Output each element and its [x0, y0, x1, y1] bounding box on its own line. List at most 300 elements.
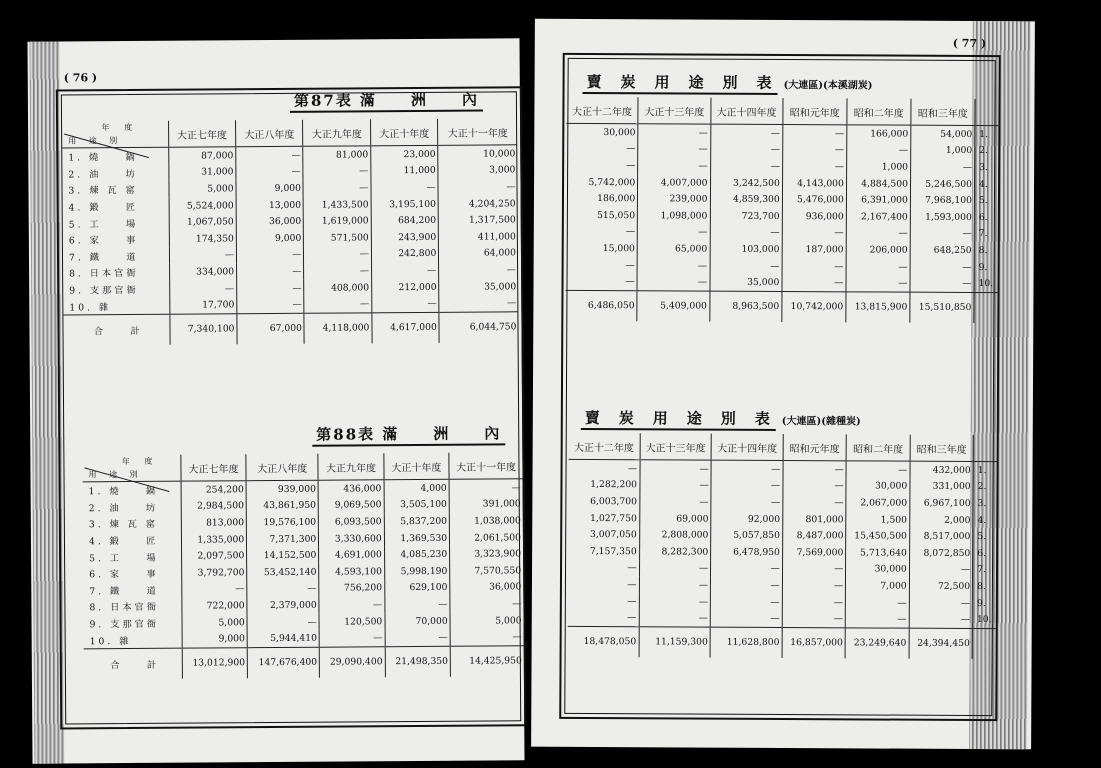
cell-value: 7,157,350	[589, 545, 637, 558]
cell-value: 72,500	[909, 578, 973, 595]
cell-value: 242,800	[371, 245, 439, 262]
cell-value: 54,000	[911, 125, 975, 142]
cell-value: 1,433,500	[304, 196, 372, 213]
cell-value: —	[303, 163, 371, 180]
cell-value: 3,323,900	[450, 546, 523, 563]
cell-value: 120,500	[319, 613, 385, 630]
corner-use-label: 用 途 別	[68, 136, 123, 146]
row-index: 3.	[973, 495, 996, 512]
row-label: 8. 日本官衙	[89, 602, 159, 614]
cell-value: 515,050	[597, 209, 636, 221]
table-87-title: 第87表 滿 洲 內	[290, 89, 483, 111]
cell-value: 7,968,100	[910, 192, 974, 209]
cell-value: —	[910, 258, 974, 275]
cell-value: —	[627, 462, 638, 475]
cell-value: —	[846, 275, 910, 292]
total-value: 10,742,000	[782, 291, 846, 322]
column-header: 大正十四年度	[710, 98, 782, 125]
cell-value: 87,000	[168, 147, 236, 165]
cell-value: 722,000	[182, 597, 248, 614]
header-corner	[62, 121, 168, 148]
cell-value: —	[782, 225, 846, 242]
cell-value: 1,282,200	[590, 479, 638, 491]
cell-value: —	[304, 296, 372, 314]
header-corner	[82, 455, 180, 482]
total-index-cell	[974, 292, 998, 323]
column-header: 大正七年度	[168, 120, 236, 147]
corner-year-label: 年 度	[121, 456, 159, 467]
cell-value: 243,900	[371, 229, 439, 246]
cell-value: 4,884,500	[846, 175, 910, 192]
cell-value: —	[303, 180, 371, 197]
cell-value: —	[385, 629, 451, 647]
cell-value: 2,097,500	[181, 548, 247, 565]
total-row	[568, 626, 996, 659]
cell-value: 723,700	[710, 208, 782, 225]
row-label: 1. 燒 鍋	[88, 486, 159, 498]
cell-value: —	[625, 226, 636, 238]
row-label: 10. 雜	[89, 635, 132, 647]
cell-value: —	[639, 610, 711, 627]
cell-value: 5,246,500	[910, 175, 974, 192]
cell-value: —	[711, 477, 783, 494]
cell-value: 23,000	[371, 145, 439, 163]
total-value: 6,044,750	[439, 312, 518, 343]
cell-value: —	[638, 124, 710, 141]
cell-value: —	[626, 160, 636, 172]
cell-value: 81,000	[303, 146, 371, 164]
row-index: 5.	[974, 192, 998, 209]
cell-value: 4,593,100	[319, 563, 385, 580]
total-row	[84, 646, 524, 680]
cell-value: —	[625, 259, 635, 271]
cell-value: 103,000	[710, 241, 782, 258]
cell-value: —	[710, 224, 782, 241]
table-88-title: 第88表 滿 洲 內	[312, 422, 505, 444]
total-row	[63, 312, 518, 346]
cell-value: —	[627, 562, 637, 574]
left-page	[27, 38, 524, 763]
cell-value: 206,000	[846, 241, 910, 258]
cell-value: 9,000	[236, 230, 304, 247]
cell-value: 4,859,300	[710, 191, 782, 208]
cell-value: 9,069,500	[318, 497, 384, 514]
cell-value: 14,152,500	[247, 547, 319, 564]
cell-value: —	[247, 613, 319, 630]
cell-value: —	[846, 594, 910, 611]
cell-value: 408,000	[304, 279, 372, 296]
cell-value: —	[782, 274, 846, 291]
cell-value: —	[439, 295, 518, 313]
cell-value: 3,007,050	[589, 529, 637, 541]
cell-value: 5,742,000	[588, 176, 636, 188]
cell-value: 30,000	[846, 478, 910, 495]
cell-value: 8,072,850	[909, 545, 973, 562]
cell-value: 9,000	[236, 180, 304, 197]
cell-value: —	[783, 478, 847, 495]
cell-value: 1,038,000	[449, 512, 522, 529]
index-header	[973, 435, 996, 462]
cell-value: 6,003,700	[590, 495, 637, 508]
cell-value: 801,000	[783, 511, 847, 528]
cell-value: 212,000	[372, 279, 440, 296]
cell-value: 411,000	[439, 228, 518, 245]
cell-value: —	[845, 611, 909, 628]
row-label: 2. 油 坊	[88, 502, 159, 515]
cell-value: 3,792,700	[181, 564, 247, 581]
cell-value: —	[439, 261, 518, 278]
row-label: 1. 燒 鍋	[68, 152, 138, 164]
cell-value: 35,000	[439, 278, 518, 295]
column-header: 大正七年度	[181, 454, 247, 481]
cell-value: —	[711, 460, 783, 477]
cell-value: 36,000	[450, 579, 523, 596]
cell-value: 43,861,950	[246, 497, 318, 514]
cell-value: —	[639, 593, 711, 610]
total-value: 21,498,350	[385, 646, 451, 677]
cell-value: —	[237, 296, 305, 314]
cell-value: —	[304, 262, 372, 279]
total-value: 11,159,300	[639, 627, 711, 658]
cell-value: 1,000	[846, 159, 910, 176]
column-header: 昭和二年度	[847, 98, 911, 125]
row-index: 1.	[973, 461, 996, 478]
cell-value: —	[627, 579, 637, 591]
table-87-right-title: 賣 炭 用 途 別 表 (大連區)(本溪湖炭)	[583, 71, 873, 94]
row-index: 9.	[974, 259, 998, 276]
cell-value: —	[782, 158, 846, 175]
cell-value: 186,000	[597, 193, 636, 205]
cell-value: 5,837,200	[384, 513, 450, 530]
cell-value: 2,000	[909, 511, 973, 528]
row-label: 8. 日本官衙	[69, 268, 139, 280]
cell-value: —	[710, 593, 782, 610]
column-header: 大正十二年度	[569, 433, 640, 460]
cell-value: 92,000	[711, 510, 783, 527]
cell-value: 31,000	[168, 164, 236, 181]
cell-value: —	[783, 124, 847, 141]
cell-value: 1,593,000	[910, 209, 974, 226]
row-index: 5.	[973, 528, 996, 545]
total-value: 23,249,640	[845, 628, 909, 659]
total-label: 合 計	[84, 648, 182, 679]
row-label: 2. 油 坊	[68, 168, 138, 181]
cell-value: 5,713,640	[846, 544, 910, 561]
cell-value: 334,000	[169, 263, 237, 280]
cell-value: —	[909, 611, 973, 628]
cell-value: —	[782, 594, 846, 611]
cell-value: 3,242,500	[710, 174, 782, 191]
row-label: 3. 煉 瓦 窰	[88, 519, 158, 531]
column-header: 大正八年度	[246, 454, 318, 481]
cell-value: 70,000	[385, 613, 451, 630]
column-header: 大正九年度	[318, 453, 384, 480]
column-header: 大正十年度	[384, 453, 450, 480]
cell-value: —	[846, 258, 910, 275]
row-label: 5. 工 場	[89, 552, 159, 564]
cell-value: 65,000	[637, 240, 709, 257]
cell-value: 2,167,400	[846, 208, 910, 225]
cell-value: —	[449, 479, 522, 497]
cell-value: —	[909, 561, 973, 578]
cell-value: —	[637, 224, 709, 241]
total-value: 15,510,850	[910, 292, 974, 323]
total-value: 13,012,900	[182, 648, 248, 679]
cell-value: —	[710, 124, 782, 141]
cell-value: —	[710, 158, 782, 175]
cell-value: —	[640, 460, 712, 477]
total-value: 7,340,100	[169, 314, 237, 345]
cell-value: 4,085,230	[384, 546, 450, 563]
cell-value: —	[438, 178, 517, 195]
cell-value: —	[711, 560, 783, 577]
cell-value: —	[782, 142, 846, 159]
cell-value: —	[236, 246, 304, 263]
row-label: 5. 工 場	[68, 218, 139, 231]
cell-value: —	[783, 461, 847, 478]
cell-value: —	[639, 560, 711, 577]
cell-value: 5,000	[450, 612, 523, 629]
table-88-right	[568, 433, 997, 659]
cell-value: —	[783, 494, 847, 511]
column-header: 大正九年度	[303, 119, 371, 146]
cell-value: —	[319, 630, 385, 648]
cell-value: 1,067,050	[169, 214, 237, 231]
cell-value: 5,000	[169, 180, 237, 197]
row-index: 3.	[975, 159, 999, 176]
cell-value: 4,143,000	[782, 175, 846, 192]
cell-value: 3,195,100	[371, 196, 439, 213]
cell-value: 5,944,410	[247, 630, 319, 648]
corner-year-label: 年 度	[101, 122, 139, 133]
cell-value: 936,000	[782, 208, 846, 225]
column-header: 大正十三年度	[638, 97, 710, 124]
cell-value: 939,000	[246, 480, 318, 498]
column-header: 昭和三年度	[911, 99, 975, 126]
cell-value: 4,000	[384, 479, 450, 497]
row-label: 10. 雜	[69, 301, 112, 314]
cell-value: —	[385, 596, 451, 613]
cell-value: 17,700	[169, 297, 237, 315]
cell-value: 813,000	[181, 514, 247, 531]
total-value: 147,676,400	[247, 647, 319, 678]
cell-value: 432,000	[910, 461, 974, 478]
table-88-right-title: 賣 炭 用 途 別 表 (大連區)(雜種炭)	[581, 407, 861, 429]
cell-value: —	[625, 276, 635, 288]
row-index: 7.	[973, 562, 996, 579]
cell-value: —	[846, 225, 910, 242]
cell-value: 8,487,000	[782, 527, 846, 544]
total-value: 6,486,050	[565, 290, 637, 321]
column-header: 大正十一年度	[438, 118, 517, 145]
right-page	[531, 19, 1035, 750]
cell-value: —	[782, 577, 846, 594]
row-label: 6. 家 事	[89, 569, 159, 581]
column-header: 大正十年度	[370, 119, 438, 146]
cell-value: 30,000	[846, 561, 910, 578]
cell-value: 1,369,530	[384, 530, 450, 547]
row-label: 7. 鐵 道	[89, 585, 159, 598]
cell-value: 4,204,250	[438, 195, 517, 212]
cell-value: 1,027,750	[590, 512, 637, 524]
cell-value: 174,350	[169, 230, 237, 247]
cell-value: 69,000	[639, 510, 711, 527]
cell-value: 629,100	[384, 579, 450, 596]
cell-value: 2,067,000	[846, 495, 910, 512]
cell-value: 4,007,000	[638, 174, 710, 191]
cell-value: 15,000	[602, 243, 635, 255]
row-index: 10.	[972, 611, 995, 628]
cell-value: 1,619,000	[304, 213, 372, 230]
column-header: 大正十四年度	[711, 434, 783, 461]
cell-value: 9,000	[182, 631, 248, 649]
cell-value: 5,000	[182, 614, 248, 631]
row-index: 6.	[974, 209, 998, 226]
row-label: 4. 鍛 匠	[68, 202, 139, 214]
cell-value: 6,093,500	[319, 513, 385, 530]
cell-value: —	[782, 561, 846, 578]
cell-value: 2,808,000	[639, 527, 711, 544]
row-index: 2.	[973, 479, 996, 496]
cell-value: 64,000	[439, 245, 518, 262]
cell-value: 15,450,500	[846, 528, 910, 545]
cell-value: —	[626, 143, 636, 155]
total-index-cell	[972, 628, 995, 659]
row-index: 4.	[974, 176, 998, 193]
row-label: 7. 鐵 道	[68, 251, 139, 264]
cell-value: —	[710, 610, 782, 627]
cell-value: 1,098,000	[638, 207, 710, 224]
cell-value: 6,391,000	[846, 192, 910, 209]
corner-use-label: 用 途 別	[88, 469, 143, 480]
total-value: 29,090,400	[320, 647, 386, 678]
cell-value: 5,057,850	[711, 527, 783, 544]
cell-value: 4,691,000	[319, 547, 385, 564]
total-value: 11,628,800	[710, 627, 782, 658]
cell-value: 53,452,140	[247, 564, 319, 581]
cell-value: —	[910, 225, 974, 242]
cell-value: —	[911, 159, 975, 176]
cell-value: 8,517,000	[909, 528, 973, 545]
cell-value: —	[710, 141, 782, 158]
total-value: 13,815,900	[846, 292, 910, 323]
column-header: 昭和元年度	[783, 434, 847, 461]
cell-value: —	[371, 179, 439, 196]
cell-value: 10,000	[438, 145, 517, 163]
row-index: 9.	[972, 595, 995, 612]
cell-value: 187,000	[782, 241, 846, 258]
cell-value: 5,998,190	[384, 563, 450, 580]
cell-value: 7,371,300	[247, 530, 319, 547]
row-label: 4. 鍛 匠	[88, 535, 159, 548]
total-value: 4,118,000	[304, 313, 372, 344]
cell-value: 36,000	[236, 213, 304, 230]
cell-value: —	[372, 295, 440, 313]
column-header: 昭和三年度	[910, 435, 974, 462]
total-value: 5,409,000	[637, 291, 709, 322]
cell-value: —	[236, 163, 304, 180]
cell-value: 2,379,000	[247, 597, 319, 614]
cell-value: —	[371, 262, 439, 279]
cell-value: —	[637, 257, 709, 274]
cell-value: 7,569,000	[782, 544, 846, 561]
row-index: 6.	[973, 545, 996, 562]
cell-value: 13,000	[236, 197, 304, 214]
cell-value: 1,000	[911, 142, 975, 159]
total-value: 16,857,000	[782, 627, 846, 658]
cell-value: —	[237, 263, 305, 280]
cell-value: 648,250	[910, 242, 974, 259]
row-index: 8.	[973, 578, 996, 595]
cell-value: —	[627, 595, 637, 607]
row-index: 1.	[975, 126, 999, 143]
table-row	[568, 609, 996, 628]
cell-value: 239,000	[638, 191, 710, 208]
cell-value: —	[639, 493, 711, 510]
cell-value: 331,000	[910, 478, 974, 495]
cell-value: —	[910, 275, 974, 292]
cell-value: 1,500	[846, 511, 910, 528]
total-value: 14,425,950	[450, 646, 524, 677]
cell-value: 756,200	[319, 580, 385, 597]
cell-value: —	[711, 494, 783, 511]
total-row	[565, 290, 997, 323]
cell-value: 436,000	[318, 480, 384, 498]
cell-value: —	[627, 612, 637, 624]
cell-value: —	[169, 280, 237, 297]
cell-value: —	[847, 142, 911, 159]
row-index: 2.	[975, 143, 999, 160]
cell-value: 5,476,000	[782, 191, 846, 208]
cell-value: —	[304, 246, 372, 263]
total-value: 4,617,000	[372, 312, 440, 343]
cell-value: 35,000	[709, 274, 781, 291]
cell-value: 2,984,500	[181, 498, 247, 515]
cell-value: —	[236, 146, 304, 164]
cell-value: 6,478,950	[711, 544, 783, 561]
cell-value: 30,000	[603, 126, 636, 139]
row-index: 10.	[974, 275, 998, 292]
cell-value: —	[450, 629, 523, 647]
cell-value: 571,500	[304, 229, 372, 246]
cell-value: —	[846, 461, 910, 478]
cell-value: 3,505,100	[384, 496, 450, 513]
row-label: 9. 支那官衙	[69, 285, 139, 297]
index-header	[975, 99, 999, 126]
cell-value: 5,524,000	[169, 197, 237, 214]
total-label: 合 計	[63, 314, 169, 345]
cell-value: 19,576,100	[246, 514, 318, 531]
column-header: 昭和元年度	[783, 98, 847, 125]
total-value: 67,000	[237, 313, 305, 344]
column-header: 大正十二年度	[566, 97, 638, 124]
cell-value: 1,335,000	[181, 531, 247, 548]
cell-value: 1,317,500	[439, 212, 518, 229]
cell-value: —	[639, 576, 711, 593]
cell-value: 6,967,100	[910, 495, 974, 512]
cell-value: —	[782, 610, 846, 627]
table-87	[62, 118, 519, 345]
page-number-left: ( 76 )	[63, 71, 98, 85]
cell-value: —	[638, 141, 710, 158]
page-number-right: ( 77 )	[952, 36, 987, 51]
total-value: 24,394,450	[909, 628, 973, 659]
total-value: 8,963,500	[709, 291, 781, 322]
cell-value: 7,000	[846, 577, 910, 594]
cell-value: 8,282,300	[639, 543, 711, 560]
row-index: 4.	[973, 512, 996, 529]
row-label: 6. 家 事	[68, 235, 139, 247]
